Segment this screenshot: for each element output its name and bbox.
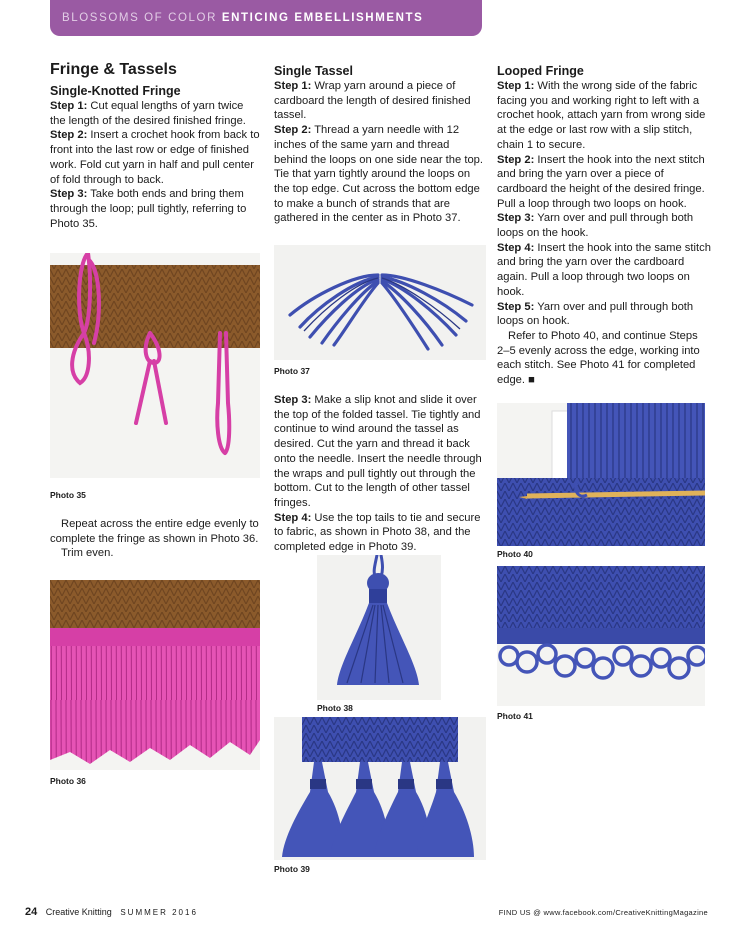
photo-38-image <box>317 555 441 700</box>
photo-39-caption: Photo 39 <box>274 864 310 874</box>
single-knotted-heading: Single-Knotted Fringe <box>50 84 181 98</box>
column-single-knotted-cont <box>50 517 260 561</box>
step-paragraph: Step 1: With the wrong side of the fabric facing you and working right to left with a crochet hook, attach yarn from wrong side at the edge or last row with a slip stitch, chain 1 to secure. <box>497 80 706 151</box>
footer-find-us: FIND US @ www.facebook.com/CreativeKnittingMagazine <box>498 908 708 917</box>
step-paragraph: Step 5: Yarn over and pull through both loops on hook. <box>497 300 694 328</box>
looped-fringe-heading: Looped Fringe <box>497 64 584 78</box>
step-paragraph: Step 3: Yarn over and pull through both loops on the hook. <box>497 212 694 240</box>
refer-paragraph: Refer to Photo 40, and continue Steps 2–5 evenly across the edge, working into each stitch. See Photo 41 for completed edge. ■ <box>497 329 700 387</box>
photo-40-image <box>497 403 705 546</box>
photo-36-caption: Photo 36 <box>50 776 86 786</box>
photo-36-image <box>50 580 260 770</box>
step-paragraph: Step 1: Cut equal lengths of yarn twice the length of the desired finished fringe. <box>50 100 246 127</box>
column-single-tassel <box>274 63 486 226</box>
article-title: Fringe & Tassels <box>50 61 177 78</box>
photo-37-image <box>274 245 486 360</box>
page-number: 24 <box>25 906 38 918</box>
column-single-tassel-cont <box>274 393 486 555</box>
magazine-name: Creative Knitting <box>45 907 112 917</box>
photo-37-caption: Photo 37 <box>274 366 310 376</box>
step-paragraph: Step 3: Make a slip knot and slide it over the top of the folded tassel. Tie tightly and continue to wind around the tassel as desired. Cut the yarn and thread it back onto the needle. Insert the needle through the wraps and pull tightly out through the bottom. Cut to the length of other tassel fringes. <box>274 394 482 509</box>
banner-title: ENTICING EMBELLISHMENTS <box>221 12 424 24</box>
photo-35-image <box>50 253 260 478</box>
repeat-paragraph: Repeat across the entire edge evenly to complete the fringe as shown in Photo 36. <box>50 518 259 545</box>
issue-label: SUMMER 2016 <box>120 908 198 917</box>
photo-41-image <box>497 566 705 706</box>
photo-35-caption: Photo 35 <box>50 490 86 500</box>
step-paragraph: Step 4: Insert the hook into the same stitch and bring the yarn over the cardboard again. Pull a loop through two loops on hook. <box>497 241 711 298</box>
step-paragraph: Step 2: Insert a crochet hook from back to front into the last row or edge of finished work. Fold cut yarn in half and pull center of fold through to back. <box>50 129 260 186</box>
step-paragraph: Step 3: Take both ends and bring them through the loop; pull tightly, referring to Photo 35. <box>50 188 247 230</box>
step-paragraph: Step 2: Thread a yarn needle with 12 inches of the same yarn and thread behind the loops on one side near the top. Tie that yarn tightly around the loops on the top edge. Cut across the bottom edge to make a bunch of strands that are gathered in the center as in Photo 37. <box>274 124 483 225</box>
step-paragraph: Step 4: Use the top tails to tie and secure to fabric, as shown in Photo 38, and the completed edge in Photo 39. <box>274 511 481 554</box>
step-paragraph: Step 2: Insert the hook into the next stitch and bring the yarn over a piece of cardboard the height of the desired fringe. Pull a loop through two loops on hook. <box>497 153 705 210</box>
single-tassel-heading: Single Tassel <box>274 64 353 78</box>
column-single-knotted <box>50 60 260 231</box>
end-mark: ■ <box>525 374 535 387</box>
photo-40-caption: Photo 40 <box>497 549 533 559</box>
trim-paragraph: Trim even. <box>61 547 114 560</box>
banner-section: BLOSSOMS OF COLOR <box>62 12 218 24</box>
photo-41-caption: Photo 41 <box>497 711 533 721</box>
column-looped-fringe <box>497 63 711 388</box>
footer-left <box>25 906 198 918</box>
photo-38-caption: Photo 38 <box>317 703 353 713</box>
photo-39-image <box>274 717 486 860</box>
section-banner <box>50 0 482 36</box>
step-paragraph: Step 1: Wrap yarn around a piece of cardboard the length of desired finished tassel. <box>274 80 471 122</box>
